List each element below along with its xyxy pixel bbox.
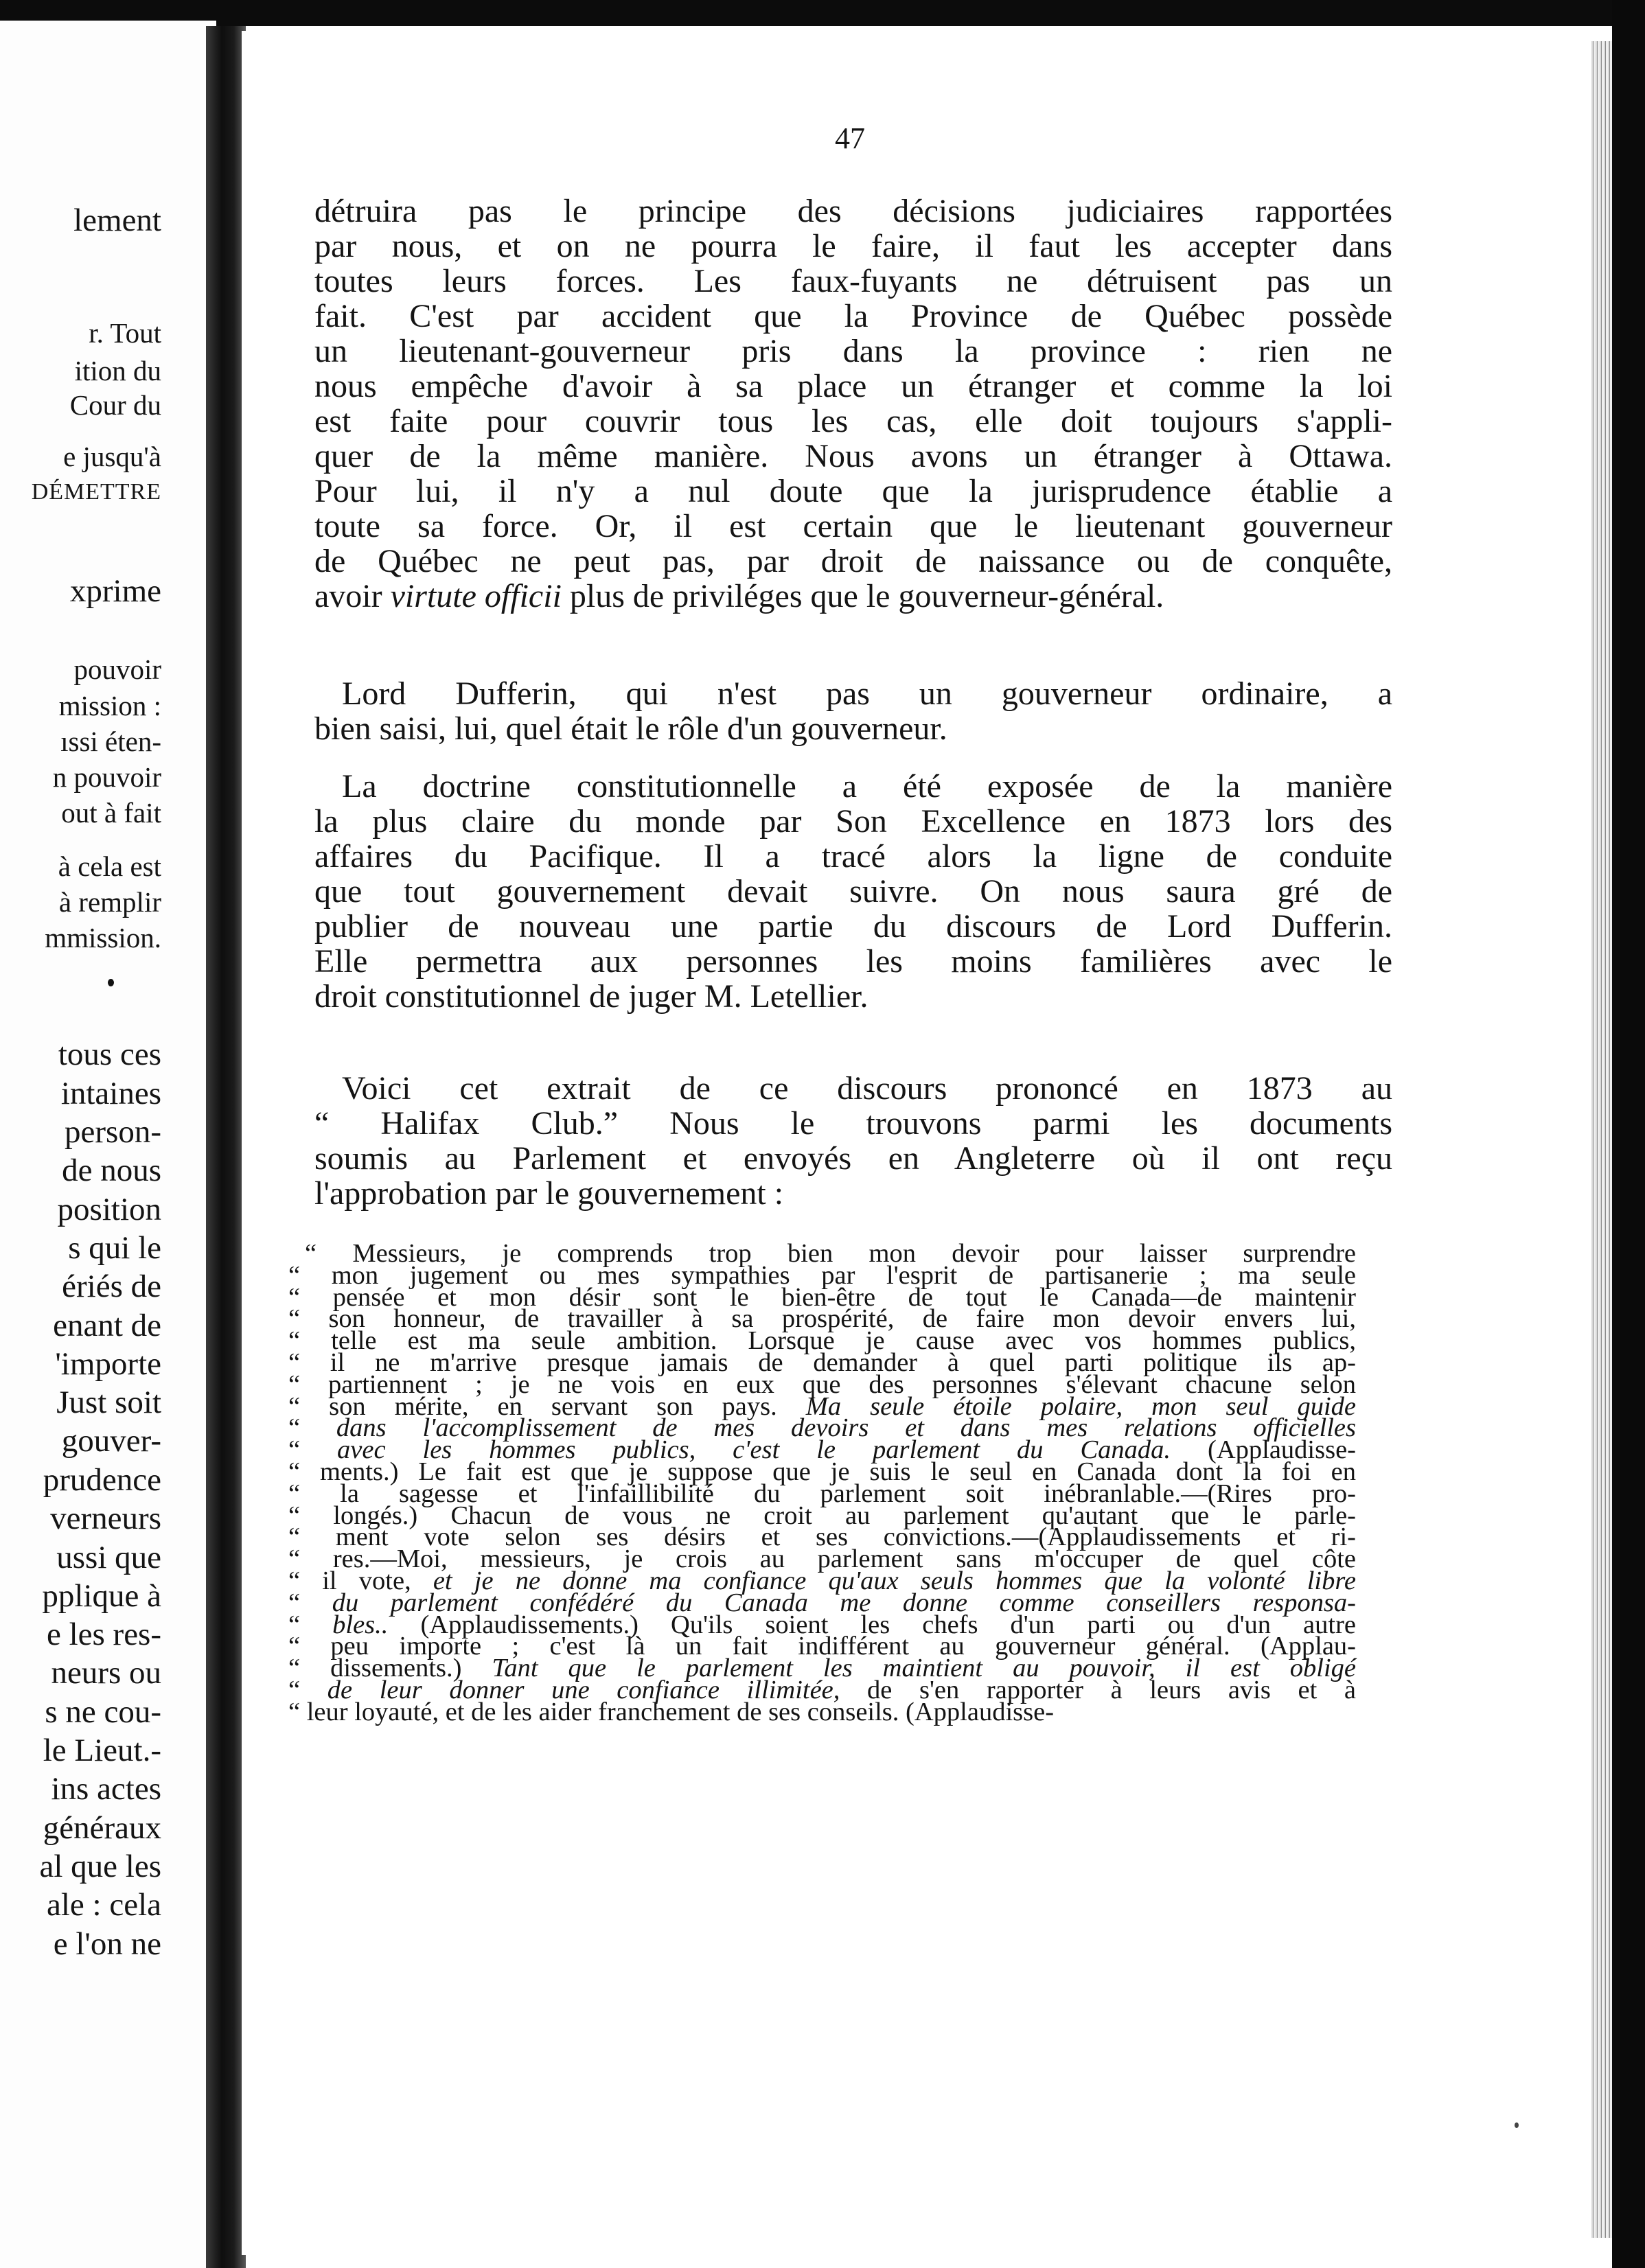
facing-page-line: pouvoir (73, 653, 161, 685)
facing-page-line: ussi que (56, 1540, 161, 1575)
text-line: toute sa force. Or, il est certain que le lieutenant gouverneur (314, 508, 1392, 544)
text-line: Elle permettra aux personnes les moins familières avec le (314, 943, 1392, 980)
text-run: “ partiennent ; je ne vois en eux que des personnes s'élevant chacune selon (288, 1369, 1356, 1399)
text-line: fait. C'est par accident que la Province de Québec possède (314, 298, 1392, 334)
text-run: “ longés.) Chacun de vous ne croit au parlement qu'autant que le parle- (288, 1501, 1356, 1530)
facing-page-line: mmission. (45, 922, 161, 953)
text-line: affaires du Pacifique. Il a tracé alors la ligne de conduite (314, 838, 1392, 875)
text-run: “ res.—Moi, messieurs, je crois au parlement sans m'occuper de quel côte (288, 1544, 1356, 1574)
text-line: droit constitutionnel de juger M. Letellier. (314, 978, 868, 1015)
ink-speck (108, 979, 114, 986)
facing-page-line: ins actes (51, 1771, 161, 1807)
facing-page-line: généraux (43, 1810, 161, 1846)
text-run: “ (288, 1610, 333, 1639)
text-run: “ Messieurs, je comprends trop bien mon devoir pour laisser surprendre (305, 1239, 1356, 1268)
facing-page-line: ition du (74, 355, 161, 386)
text-run: “ telle est ma seule ambition. Lorsque je cause avec vos hommes publics, (288, 1326, 1356, 1356)
text-run: “ (288, 1675, 327, 1704)
text-line: nous empêche d'avoir à sa place un étranger et comme la loi (314, 368, 1392, 404)
italic-phrase: de leur donner une confiance illimitée, (327, 1675, 840, 1704)
dufferin-speech-quote (288, 1239, 1357, 1726)
text-line: Voici cet extrait de ce discours prononcé en 1873 au (342, 1070, 1392, 1107)
italic-phrase: virtute officii (390, 578, 562, 614)
facing-page-line: e les res- (46, 1617, 161, 1652)
italic-phrase: avec les hommes publics, c'est le parlement du Canada. (337, 1435, 1171, 1465)
text-run: “ (288, 1588, 332, 1617)
text-line: bien saisi, lui, quel était le rôle d'un gouverneur. (314, 710, 947, 747)
text-run: “ pensée et mon désir sont le bien-être de tout le Canada—de maintenir (288, 1282, 1356, 1312)
facing-page-line: Cour du (69, 389, 161, 421)
facing-page-line: neurs ou (51, 1655, 161, 1691)
text-run: “ peu importe ; c'est là un fait indifférent au gouverneur général. (Applau- (288, 1632, 1356, 1661)
text-line: est faite pour couvrir tous les cas, elle doit toujours s'appli- (314, 403, 1392, 439)
paragraph-2 (314, 676, 1392, 746)
text-run: “ il ne m'arrive presque jamais de demander à quel parti politique ils ap- (288, 1347, 1356, 1377)
paragraph-4 (314, 1071, 1392, 1211)
facing-page-line: person- (65, 1114, 161, 1150)
facing-page-line: ıssi éten- (60, 726, 161, 757)
facing-page-line: e jusqu'à (63, 441, 161, 472)
text-line: l'approbation par le gouvernement : (314, 1175, 784, 1212)
facing-page-line: enant de (53, 1308, 161, 1343)
text-line: un lieutenant-gouverneur pris dans la province : rien ne (314, 333, 1392, 369)
facing-page-line: 'importe (55, 1346, 161, 1382)
text-line: la plus claire du monde par Son Excellence en 1873 lors des (314, 803, 1392, 840)
facing-page-line: e l'on ne (53, 1926, 161, 1962)
book-gutter (206, 26, 246, 2268)
scan-right-edge (1612, 0, 1645, 2268)
page-stack-edge (1591, 41, 1612, 2238)
facing-page-line: à remplir (58, 886, 161, 918)
text-line: Lord Dufferin, qui n'est pas un gouverneur ordinaire, a (342, 675, 1392, 712)
text-run: “ mon jugement ou mes sympathies par l'esprit de partisanerie ; ma seule (288, 1260, 1356, 1290)
facing-page-line: à cela est (58, 850, 161, 882)
facing-page-line: ale : cela (47, 1887, 161, 1923)
facing-page-line: gouver- (61, 1423, 161, 1459)
paragraph-1 (314, 194, 1392, 614)
text-line: détruira pas le principe des décisions judiciaires rapportées (314, 193, 1392, 229)
facing-page-line: r. Tout (89, 317, 161, 349)
facing-page-line: de nous (62, 1153, 161, 1188)
italic-phrase: Tant que le parlement les maintient au pouvoir, il est obligé (492, 1654, 1357, 1683)
text-run: “ son honneur, de travailler à sa prospérité, de faire mon devoir envers lui, (288, 1304, 1356, 1334)
italic-phrase: dans l'accomplissement de mes devoirs et dans mes relations officielles (336, 1413, 1356, 1443)
text-run: (Applaudissements.) Qu'ils soient les chefs d'un parti ou d'un autre (388, 1610, 1356, 1639)
text-line: Pour lui, il n'y a nul doute que la jurisprudence établie a (314, 473, 1392, 509)
text-line: publier de nouveau une partie du discours de Lord Dufferin. (314, 908, 1392, 945)
facing-page-line: verneurs (50, 1501, 161, 1536)
quote-line (288, 1697, 1356, 1726)
facing-page-line: mission : (58, 690, 161, 721)
text-line: soumis au Parlement et envoyés en Angleterre où il ont reçu (314, 1140, 1392, 1177)
facing-page-line: position (57, 1192, 161, 1227)
paragraph-3 (314, 769, 1392, 1014)
text-line: que tout gouvernement devait suivre. On nous saura gré de (314, 873, 1392, 910)
text-line: toutes leurs forces. Les faux-fuyants ne détruisent pas un (314, 263, 1392, 299)
facing-page-line: DÉMETTRE (31, 479, 161, 505)
facing-page-line: al que les (39, 1849, 161, 1884)
text-run: plus de priviléges que le gouverneur-général. (561, 578, 1164, 614)
italic-phrase: Ma seule étoile polaire, mon seul guide (805, 1391, 1356, 1421)
text-run: de s'en rapporter à leurs avis et à (840, 1675, 1356, 1704)
text-run: “ il vote, (288, 1566, 433, 1595)
italic-phrase: bles.. (332, 1610, 389, 1639)
facing-page-line: pplique à (42, 1578, 161, 1614)
text-run: avoir (314, 578, 391, 614)
text-line: de Québec ne peut pas, par droit de naissance ou de conquête, (314, 543, 1392, 579)
text-run: “ leur loyauté, et de les aider franchement de ses conseils. (Applaudisse- (288, 1697, 1055, 1726)
text-line: “ Halifax Club.” Nous le trouvons parmi les documents (314, 1105, 1392, 1142)
facing-page-line: Just soit (56, 1385, 161, 1420)
facing-page-line: s qui le (68, 1230, 161, 1266)
facing-page-line: xprime (69, 573, 161, 609)
text-run: “ son mérite, en servant son pays. (288, 1391, 806, 1421)
facing-page-line: out à fait (61, 797, 161, 829)
facing-page-line: prudence (43, 1462, 161, 1498)
text-line: quer de la même manière. Nous avons un étranger à Ottawa. (314, 438, 1392, 474)
facing-page-line: n pouvoir (52, 761, 161, 793)
italic-phrase: du parlement confédéré du Canada me donne comme conseillers responsa- (332, 1588, 1357, 1617)
text-line (314, 579, 1392, 614)
facing-page-line: le Lieut.- (43, 1733, 161, 1768)
ink-speck (1515, 2122, 1519, 2128)
text-run: “ dissements.) (288, 1654, 492, 1683)
text-run: “ ments.) Le fait est que je suppose que je suis le seul en Canada dont la foi en (288, 1457, 1356, 1486)
text-run: “ la sagesse et l'infaillibilité du parlement soit inébranlable.—(Rires pro- (288, 1479, 1356, 1508)
text-line: par nous, et on ne pourra le faire, il faut les accepter dans (314, 228, 1392, 264)
text-line: La doctrine constitutionnelle a été exposée de la manière (342, 768, 1392, 805)
text-run: “ ment vote selon ses désirs et ses convictions.—(Applaudissements et ri- (288, 1523, 1356, 1552)
facing-page-fragment (0, 21, 216, 2268)
text-run: “ (288, 1435, 338, 1465)
facing-page-line: tous ces (58, 1037, 161, 1072)
facing-page-line: lement (73, 202, 161, 238)
facing-page-line: s ne cou- (45, 1694, 161, 1730)
scan-top-edge (0, 0, 1645, 26)
text-run: “ (288, 1413, 336, 1443)
text-run: (Applaudisse- (1171, 1435, 1356, 1465)
page-number: 47 (835, 121, 865, 155)
italic-phrase: et je ne donne ma confiance qu'aux seuls hommes que la volonté libre (433, 1566, 1356, 1595)
facing-page-line: intaines (60, 1076, 161, 1111)
facing-page-line: ériés de (62, 1269, 161, 1304)
